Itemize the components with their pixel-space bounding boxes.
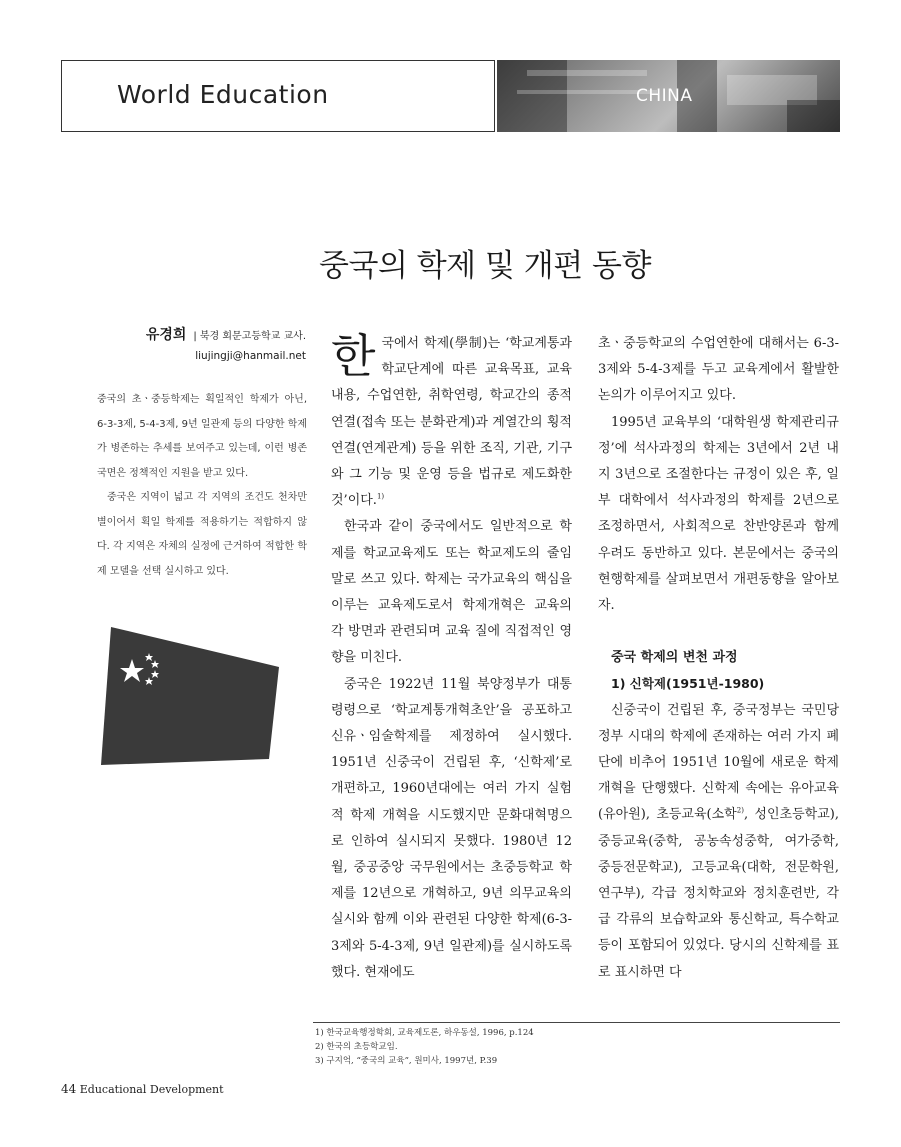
page-footer <box>61 1082 224 1096</box>
footnote-ref[interactable]: 1) <box>376 492 385 501</box>
body-paragraph: 신중국이 건립된 후, 중국정부는 국민당정부 시대의 학제에 존재하는 여러 가지 폐단에 비추어 1951년 10월에 새로운 학제개혁을 단행했다. 신학제 속에는 유아교육(유아원), 초등교육(소학$^{2)}$, 성인초등학교), 중등교육(중학, 공농속성중학, 여가중학, 중등전문학교), 고등교육(대학, 전문학원, 연구부), 각급 정치학교와 정치훈련반, 각급 각류의 보습학교와 통신학교, 특수학교 등이 포함되어 있었다. 당시의 신학제를 표로 표시하면 다 <box>598 702 839 980</box>
author-line <box>146 324 306 344</box>
section-heading: 중국 학제의 변천 과정 <box>611 650 738 666</box>
china-flag-image <box>97 625 289 765</box>
publication-name: Educational Development <box>79 1083 224 1096</box>
footnote-ref[interactable]: 2) <box>736 807 744 816</box>
article-title: 중국의 학제 및 개편 동향 <box>319 248 651 284</box>
subsection-heading: 1) 신학제(1951년-1980) <box>611 676 765 692</box>
abstract-paragraph: 중국은 지역이 넓고 각 지역의 조건도 천차만별이어서 획일 학제를 적용하기는 적합하지 않다. 각 지역은 자체의 실정에 근거하여 적합한 학제 모델을 선택 실시하고 있다. <box>97 492 307 577</box>
footnotes <box>315 1026 534 1068</box>
author-email: liujingji@hanmail.net <box>195 350 306 362</box>
footnote-item: 3) 구지억, “중국의 교육”, 원미사, 1997년, P.39 <box>315 1056 498 1066</box>
footnote-item: 1) 한국교육행정학회, 교육제도론, 하우동설, 1996, p.124 <box>315 1028 534 1038</box>
body-column-left <box>331 331 572 986</box>
country-label: CHINA <box>636 86 693 106</box>
body-paragraph: 중국은 1922년 11월 북양정부가 대통령령으로 ‘학교계통개혁초안’을 공포하고 신유ㆍ임술학제를 제정하여 실시했다. 1951년 신중국이 건립된 후, ‘신학제’로 개편하고, 1960년대에는 여러 가지 실험적 학제 개혁을 시도했지만 문화대혁명으로 인하여 실시되지 못했다. 1980년 12월, 중공중앙 국무원에서는 초중등학교 학제를 12년으로 개혁하고, 9년 의무교육의 실시와 함께 이와 관련된 다양한 학제(6-3-3제와 5-4-3제, 9년 일관제)를 실시하도록 했다. 현재에도 <box>331 676 572 980</box>
dropcap: 한 <box>331 329 376 383</box>
body-column-right <box>598 331 839 986</box>
author-name: 유경희 <box>145 327 187 343</box>
footnote-item: 2) 한국의 초등학교임. <box>315 1042 398 1052</box>
page-number: 44 <box>61 1082 77 1096</box>
abstract <box>97 388 307 584</box>
body-paragraph: 1995년 교육부의 ‘대학원생 학제관리규정’에 석사과정의 학제는 3년에서 2년 내지 3년으로 조절한다는 규정이 있은 후, 일부 대학에서 석사과정의 학제를 2년으로 조정하면서, 사회적으로 찬반양론과 함께 우려도 동반하고 있다. 본문에서는 중국의 현행학제를 살펴보면서 개편동향을 알아보자. <box>598 414 839 614</box>
body-paragraph: 초ㆍ중등학교의 수업연한에 대해서는 6-3-3제와 5-4-3제를 두고 교육계에서 활발한 논의가 이루어지고 있다. <box>598 336 839 404</box>
footnote-divider <box>313 1022 840 1023</box>
section-title: World Education <box>117 80 329 109</box>
author-affiliation: | 북경 회문고등학교 교사. <box>193 331 306 342</box>
body-paragraph: 한국과 같이 중국에서도 일반적으로 학제를 학교교육제도 또는 학교제도의 줄임말로 쓰고 있다. 학제는 국가교육의 핵심을 이루는 교육제도로서 학제개혁은 교육의 각 방면과 관련되며 교육 질에 직접적인 영향을 미친다. <box>331 519 572 666</box>
body-paragraph: 한국에서 학제(學制)는 ‘학교계통과 학교단계에 따른 교육목표, 교육내용, 수업연한, 취학연령, 학교간의 종적 연결(접속 또는 분화관계)과 계열간의 횡적 연결(연계관계) 등을 위한 조직, 기관, 기구와 그 기능 및 운영 등을 법규로 제도화한 것’이다.$^{1)}$ <box>331 329 572 509</box>
abstract-paragraph: 중국의 초ㆍ중등학제는 획일적인 학제가 아닌, 6-3-3제, 5-4-3제, 9년 일관제 등의 다양한 학제가 병존하는 추세를 보여주고 있는데, 이런 병존 국면은 정책적인 지원을 받고 있다. <box>97 394 307 479</box>
